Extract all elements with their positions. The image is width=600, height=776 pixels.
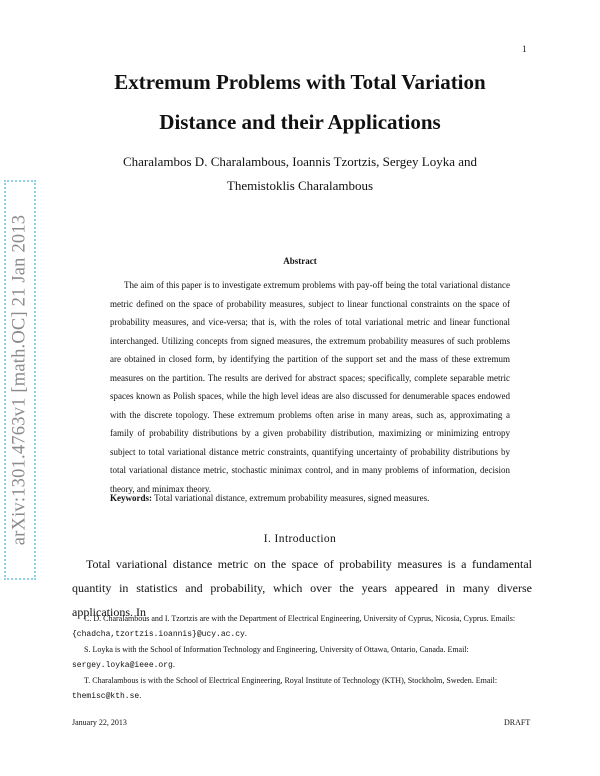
section-heading: I. Introduction	[263, 533, 337, 545]
footnote-2-email[interactable]: sergey.loyka@ieee.org	[72, 661, 173, 670]
title-line-1: Extremum Problems with Total Variation	[114, 70, 486, 94]
keywords-text: Total variational distance, extremum probability measures, signed measures.	[154, 493, 430, 503]
footnote-3-end: .	[139, 691, 142, 700]
footnotes	[72, 611, 532, 704]
authors-line-2: Themistoklis Charalambous	[226, 178, 374, 193]
footnote-2-end: .	[172, 660, 175, 669]
authors-line-1: Charalambos D. Charalambous, Ioannis Tzortzis, Sergey Loyka and	[122, 154, 478, 169]
footnote-2-text: S. Loyka is with the School of Information Technology and Engineering, University of Ottawa, Ontario, Canada. Email:	[84, 645, 469, 654]
keywords-label: Keywords:	[110, 493, 152, 503]
page-number: 1	[522, 44, 527, 54]
footnote-3-email[interactable]: themisc@kth.se	[72, 692, 140, 701]
footnote-3	[72, 673, 532, 704]
intro-paragraph: Total variational distance metric on the space of probability measures is a fundamental quantity in statistics and probability, which over the years appeared in many diverse applications. In	[72, 557, 532, 619]
footnote-1-end: .	[244, 629, 247, 638]
footnote-1-text: C. D. Charalambous and I. Tzortzis are with the Department of Electrical Engineering, University of Cyprus, Nicosia, Cyprus. Emails:	[84, 614, 516, 623]
abstract-heading: Abstract	[283, 256, 317, 266]
paper-title	[60, 62, 540, 142]
footer-draft-label: DRAFT	[504, 718, 531, 727]
title-line-2: Distance and their Applications	[159, 110, 441, 134]
footnote-3-text: T. Charalambous is with the School of Electrical Engineering, Royal Institute of Technology (KTH), Stockholm, Sweden. Email:	[84, 676, 498, 685]
footnote-1	[72, 611, 532, 642]
arxiv-stamp-box[interactable]	[4, 180, 36, 580]
abstract-body: The aim of this paper is to investigate extremum problems with pay-off being the total variational distance metric defined on the space of probability measures, subject to linear functional constraints on the space of probability measures, and vice-versa; that is, with the roles of total variational metric and linear functional interchanged. Utilizing concepts from signed measures, the extremum probability measures of such problems are obtained in closed form, by identifying the partition of the support set and the mass of these extremum measures on the partition. The results are derived for abstract spaces; specifically, complete separable metric spaces known as Polish spaces, while the high level ideas are also discussed for denumerable spaces endowed with the discrete topology. These extremum problems often arise in many areas, such as, approximating a family of probability distributions by a given probability distribution, maximizing or minimizing entropy subject to total variational distance metric constraints, quantifying uncertainty of probability distributions by total variational distance metric, stochastic minimax control, and in many problems of information, decision theory, and minimax theory.	[110, 280, 510, 494]
arxiv-stamp-text[interactable]: arXiv:1301.4763v1 [math.OC] 21 Jan 2013	[9, 214, 30, 546]
keywords-line	[110, 493, 510, 503]
author-list	[60, 150, 540, 198]
footnote-2	[72, 642, 532, 673]
footer-date: January 22, 2013	[72, 718, 127, 727]
footnote-1-email[interactable]: {chadcha,tzortzis.ioannis}@ucy.ac.cy	[72, 630, 245, 639]
